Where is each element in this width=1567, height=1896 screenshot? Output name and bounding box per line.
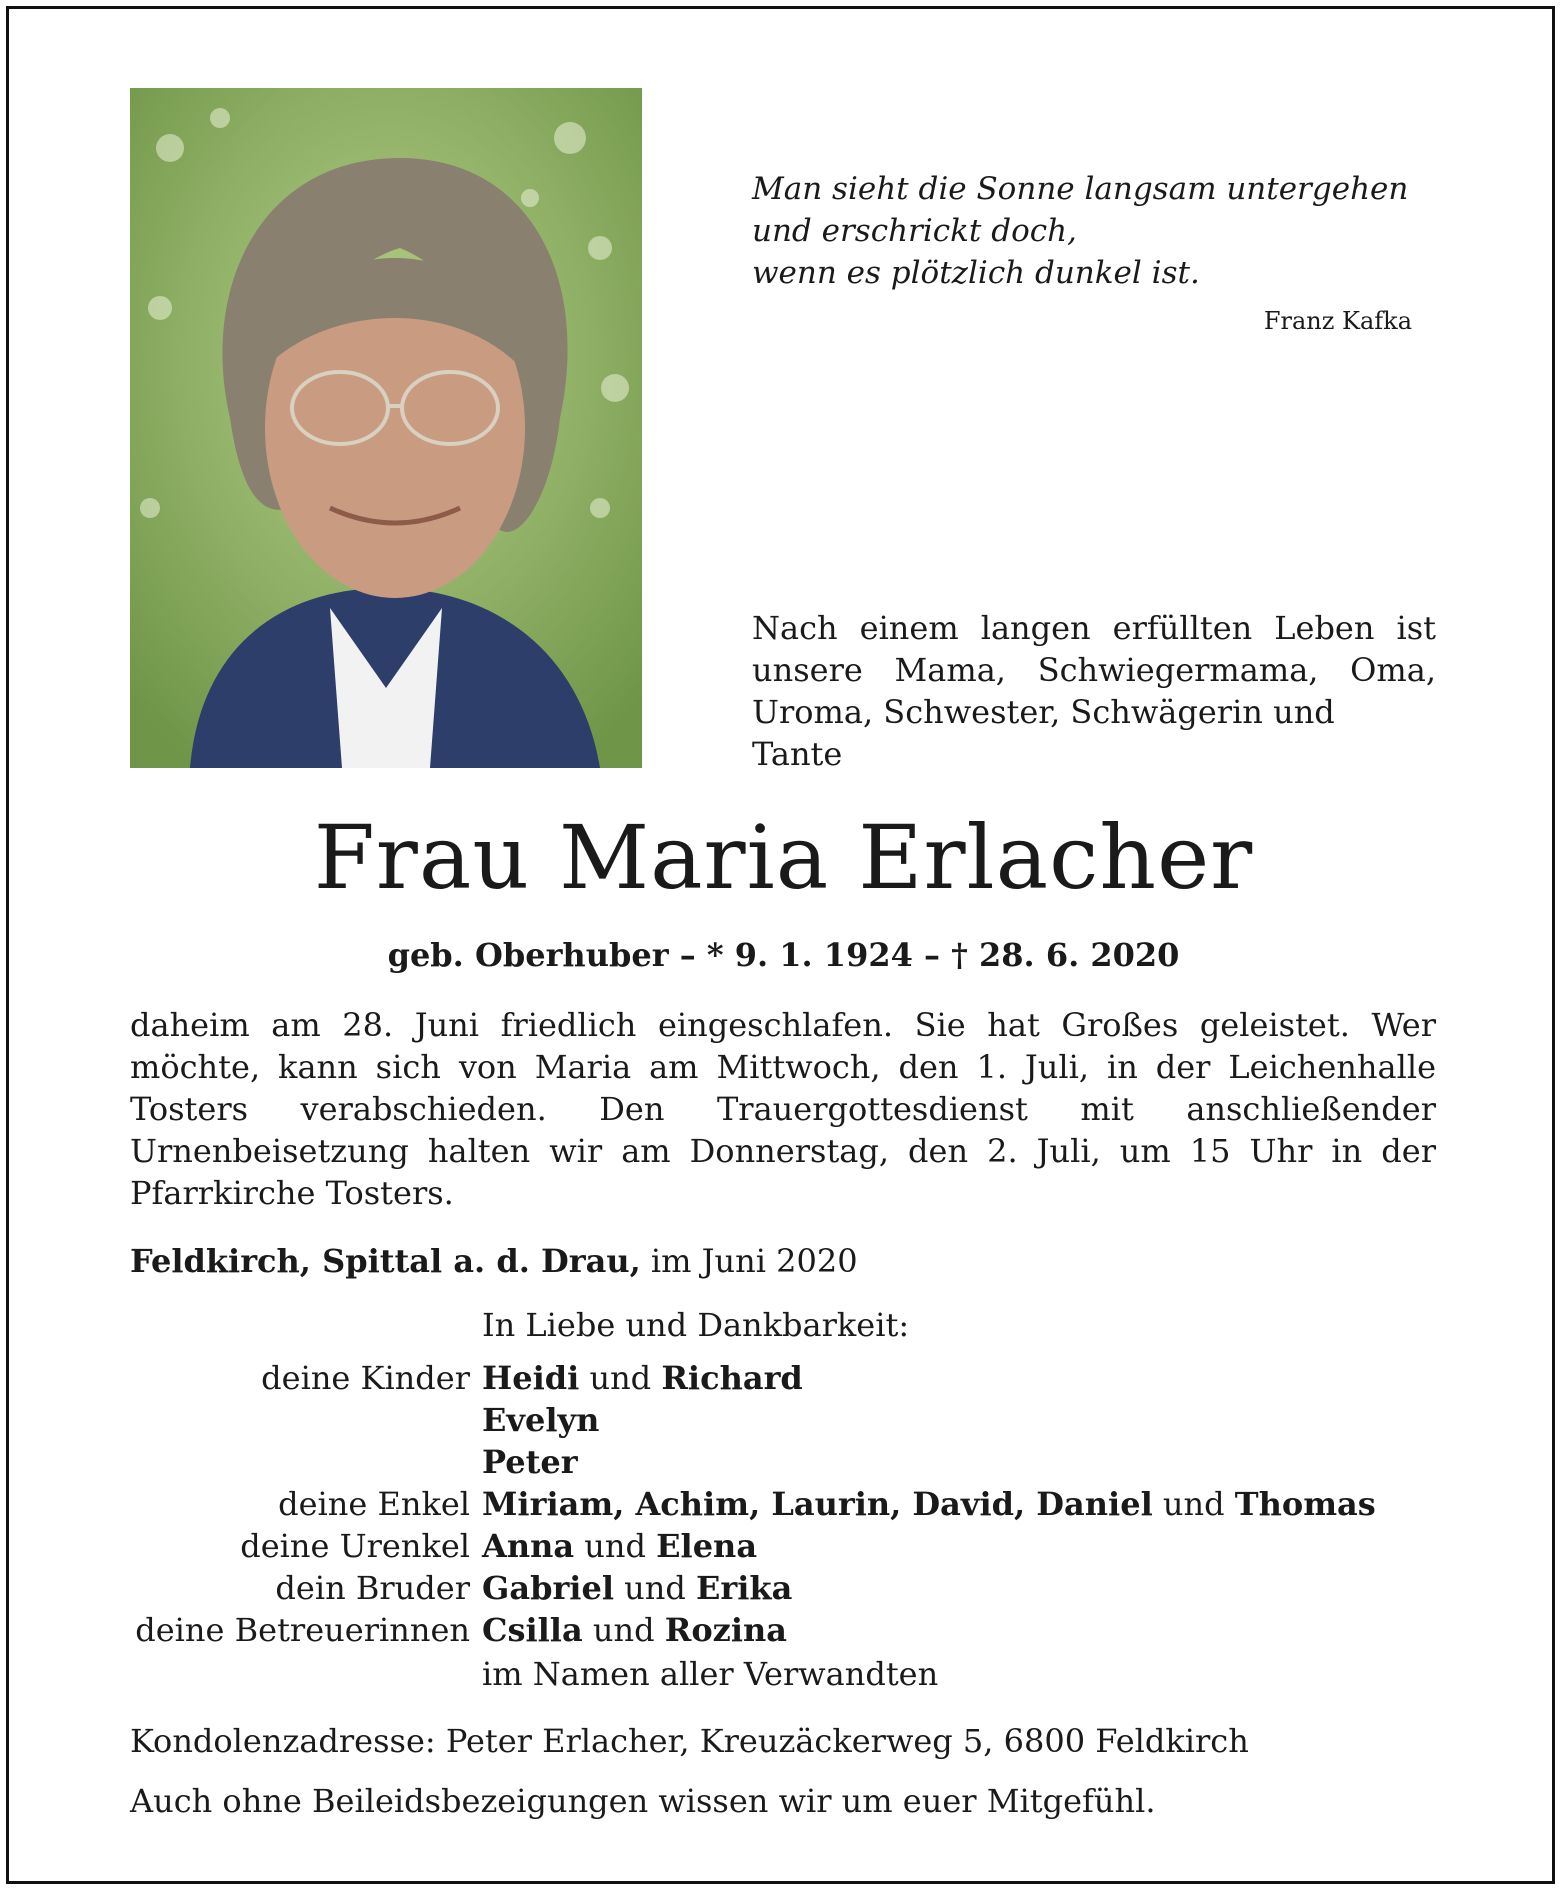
conjunction: und: [582, 1611, 665, 1649]
family-member-name: Evelyn: [482, 1401, 600, 1439]
family-names: [482, 1483, 1376, 1525]
conjunction: und: [1152, 1485, 1235, 1523]
family-member-name: Thomas: [1234, 1485, 1376, 1523]
quote-line: und erschrickt doch,: [752, 213, 1077, 249]
family-relation: [100, 1441, 482, 1483]
family-member-name: Anna: [482, 1527, 575, 1565]
thanks-line: In Liebe und Dankbarkeit:: [482, 1306, 910, 1344]
quote-author: Franz Kafka: [1263, 307, 1412, 335]
conjunction: und: [574, 1527, 657, 1565]
family-row: [100, 1483, 1376, 1525]
portrait-illustration: [130, 88, 642, 768]
family-relation: dein Bruder: [275, 1569, 470, 1607]
family-relation: [100, 1399, 482, 1441]
family-row: [100, 1525, 1376, 1567]
family-names: [482, 1525, 757, 1567]
family-member-name: Rozina: [664, 1611, 787, 1649]
condolence-address: Kondolenzadresse: Peter Erlacher, Kreuzäckerweg 5, 6800 Feldkirch: [130, 1722, 1249, 1760]
family-member-name: Elena: [656, 1527, 758, 1565]
all-relatives-line: im Namen aller Verwandten: [482, 1655, 939, 1693]
quote-line: wenn es plötzlich dunkel ist.: [752, 255, 1200, 291]
place-names: Feldkirch, Spittal a. d. Drau,: [130, 1242, 641, 1280]
intro-paragraph: [752, 607, 1436, 775]
family-member-name: Miriam, Achim, Laurin, David, Daniel: [482, 1485, 1153, 1523]
portrait-photo: [130, 88, 642, 768]
conjunction: und: [579, 1359, 662, 1397]
family-list: [100, 1357, 1376, 1651]
family-member-name: Peter: [482, 1443, 578, 1481]
family-member-name: Richard: [661, 1359, 803, 1397]
family-names: [482, 1357, 803, 1399]
family-relation: deine Enkel: [278, 1485, 470, 1523]
family-row: [100, 1567, 1376, 1609]
family-row: [100, 1399, 1376, 1441]
conjunction: und: [613, 1569, 697, 1607]
birth-death-line: geb. Oberhuber – * 9. 1. 1924 – † 28. 6. 2020: [387, 936, 1180, 974]
family-relation: deine Betreuerinnen: [135, 1611, 470, 1649]
family-names: [482, 1399, 599, 1441]
closing-line: Auch ohne Beileidsbezeigungen wissen wir um euer Mitgefühl.: [130, 1782, 1156, 1820]
family-member-name: Heidi: [482, 1359, 580, 1397]
intro-last-word: Tante: [752, 735, 843, 773]
family-relation: deine Kinder: [261, 1359, 470, 1397]
family-names: [482, 1441, 578, 1483]
family-member-name: Gabriel: [482, 1569, 614, 1607]
deceased-name: Frau Maria Erlacher: [313, 806, 1254, 909]
family-row: [100, 1609, 1376, 1651]
family-member-name: Csilla: [482, 1611, 583, 1649]
family-member-name: Erika: [696, 1569, 793, 1607]
family-row: [100, 1441, 1376, 1483]
family-names: [482, 1609, 787, 1651]
notice-date: im Juni 2020: [640, 1242, 858, 1280]
family-names: [482, 1567, 792, 1609]
quote-line: Man sieht die Sonne langsam untergehen: [752, 171, 1409, 207]
family-row: [100, 1357, 1376, 1399]
family-relation: deine Urenkel: [240, 1527, 470, 1565]
place-date-line: [130, 1240, 858, 1282]
intro-text: Nach einem langen erfüllten Leben ist unsere Mama, Schwiegermama, Oma, Uroma, Schwester, Schwägerin und: [752, 609, 1436, 731]
announcement-text: daheim am 28. Juni friedlich eingeschlafen. Sie hat Großes geleistet. Wer möchte, kann sich von Maria am Mittwoch, den 1. Juli, in der Leichenhalle Tosters verabschieden. Den Trauergottesdienst mit anschließender Urnenbeisetzung halten wir am Donnerstag, den 2. Juli, um 15 Uhr in der Pfarrkirche Tosters.: [130, 1006, 1436, 1212]
epigraph-quote: [752, 168, 1412, 294]
